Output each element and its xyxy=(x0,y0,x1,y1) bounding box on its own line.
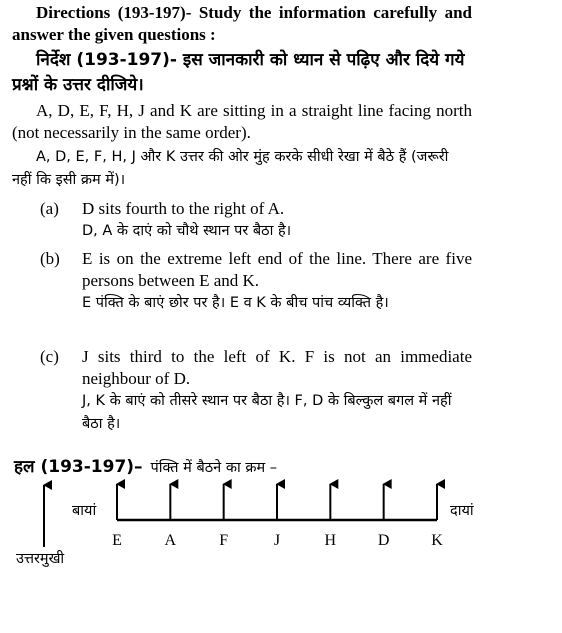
left-label: बायां xyxy=(72,503,97,519)
seat-person-label: J xyxy=(273,532,281,549)
facing-label: उत्तरमुखी xyxy=(16,551,65,567)
intro-hindi: A, D, E, F, H, J और K उत्तर की ओर मुंह करके सीधी रेखा में बैठे हैं (जरूरी नहीं कि इसी क्रम में)। xyxy=(12,149,449,188)
seat-person-label: F xyxy=(219,532,229,549)
solution-title: हल (193-197)– xyxy=(14,457,143,477)
directions-hindi: निर्देश (193-197)- इस जानकारी को ध्यान से पढ़िए और दिये गये प्रश्नों के उत्तर दीजिये। xyxy=(12,50,465,95)
seat-person-label: K xyxy=(431,532,443,549)
directions-english: Directions (193-197)- Study the information carefully and answer the given questions : xyxy=(12,3,472,44)
condition-c xyxy=(40,346,472,436)
seat-person-label: A xyxy=(164,532,177,549)
condition-tag: (c) xyxy=(40,347,59,366)
condition-english: E is on the extreme left end of the line. There are five persons between E and K. xyxy=(82,249,472,290)
directions-block xyxy=(12,2,472,98)
intro-english: A, D, E, F, H, J and K are sitting in a straight line facing north (not necessarily in the same order). xyxy=(12,101,472,142)
seat-person-label: E xyxy=(112,532,122,549)
right-label: दायां xyxy=(450,503,474,519)
seat-person-label: H xyxy=(324,532,337,549)
condition-tag: (a) xyxy=(40,199,59,218)
seating-diagram xyxy=(0,475,562,625)
solution-subtitle: पंक्ति में बैठने का क्रम – xyxy=(150,460,277,476)
condition-b xyxy=(40,248,472,315)
condition-tag: (b) xyxy=(40,249,60,268)
condition-hindi: J, K के बाएं को तीसरे स्थान पर बैठा है। F, D के बिल्कुल बगल में नहीं बैठा है। xyxy=(82,393,452,432)
condition-english: J sits third to the left of K. F is not an immediate neighbour of D. xyxy=(82,347,472,388)
condition-hindi: E पंक्ति के बाएं छोर पर है। E व K के बीच पांच व्यक्ति है। xyxy=(82,295,389,311)
condition-hindi: D, A के दाएं को चौथे स्थान पर बैठा है। xyxy=(82,223,292,239)
condition-english: D sits fourth to the right of A. xyxy=(82,199,285,218)
condition-a xyxy=(40,198,472,243)
seat-person-label: D xyxy=(377,532,390,549)
intro-block xyxy=(12,100,472,192)
